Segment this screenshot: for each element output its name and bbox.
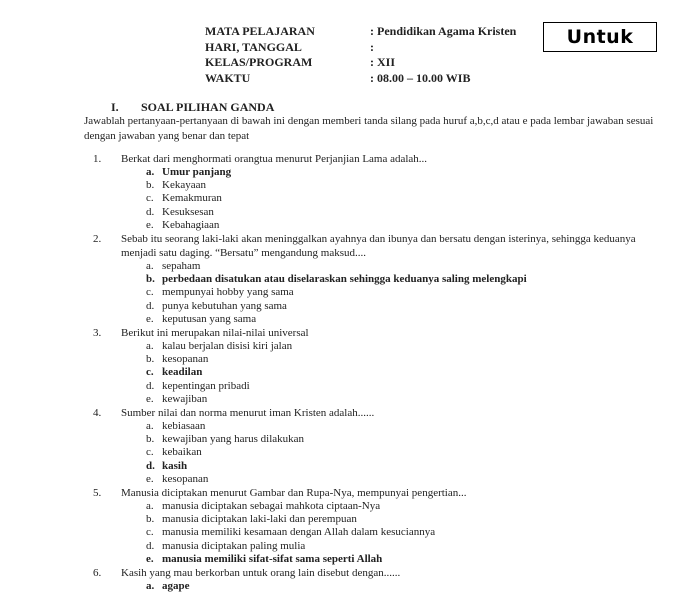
header-label: KELAS/PROGRAM [205,55,313,69]
option-text: kebiasaan [162,420,206,433]
question-number: 1. [93,153,102,165]
header-value: : [370,39,374,54]
question-item [0,232,700,326]
option-letter: a. [146,420,154,433]
header-label: MATA PELAJARAN [205,24,315,38]
option-letter: b. [146,273,155,286]
answer-option [146,300,700,313]
answer-option [146,513,700,526]
option-letter: e. [146,312,154,325]
option-text: manusia diciptakan sebagai mahkota ciptaan-Nya [162,500,381,513]
option-letter: d. [146,459,155,472]
option-text: keadilan [162,366,203,379]
option-text: manusia diciptakan paling mulia [162,539,306,552]
option-letter: b. [146,513,155,526]
answer-option [146,286,700,299]
answer-option [146,353,700,366]
option-text: kesopanan [162,472,209,485]
option-letter: c. [146,446,154,459]
answer-option [146,340,700,353]
option-letter: d. [146,379,155,392]
answer-option [146,446,700,459]
answer-option [146,273,700,286]
instructions: Jawablah pertanyaan-pertanyaan di bawah ini dengan memberi tanda silang pada huruf a,b,c,d atau e pada lembar jawaban sesuai dengan jawaban yang benar dan tepat [84,115,654,142]
answer-option [146,192,700,205]
option-text: kasih [162,459,188,472]
option-text: manusia diciptakan laki-laki dan perempuan [162,513,357,526]
option-letter: c. [146,192,154,205]
answer-option [146,473,700,486]
answer-option [146,206,700,219]
header-row-subject [205,24,516,40]
question-text-line [93,566,665,580]
question-item [0,566,700,593]
section-heading [111,100,274,115]
option-text: Umur panjang [162,166,232,178]
untuk-box: Untuk [543,22,657,52]
option-letter: b. [146,433,155,446]
answer-option [146,460,700,473]
option-text: sepaham [162,260,201,273]
option-text: kewajiban [162,392,208,405]
option-letter: e. [146,392,154,405]
answer-option [146,260,700,273]
option-text: Kesuksesan [162,205,214,218]
option-text: keputusan yang sama [162,312,257,325]
question-text: Berkat dari menghormati orangtua menurut Perjanjian Lama adalah... [121,153,428,165]
answer-option [146,313,700,326]
header-value: : 08.00 – 10.00 WIB [370,70,471,85]
header-label: HARI, TANGGAL [205,39,302,54]
option-text: manusia memiliki kesamaan dengan Allah dalam kesuciannya [162,526,436,539]
option-text: Kekayaan [162,179,206,192]
question-number: 2. [93,233,102,246]
option-text: Kemakmuran [162,192,222,205]
option-text: manusia memiliki sifat-sifat sama seperti Allah [162,552,383,565]
option-text: kesopanan [162,353,209,366]
option-letter: a. [146,166,155,178]
option-text: perbedaan disatukan atau diselaraskan sehingga keduanya saling melengkapi [162,273,527,286]
option-text: kalau berjalan disisi kiri jalan [162,340,293,353]
question-number: 4. [93,407,102,420]
option-letter: c. [146,286,154,299]
option-letter: e. [146,218,154,231]
option-letter: c. [146,366,154,379]
header-label: WAKTU [205,70,251,85]
answer-option [146,366,700,379]
option-text: kebaikan [162,446,202,459]
header-value: : XII [370,55,396,69]
answer-option [146,540,700,553]
answer-option [146,393,700,406]
option-text: kepentingan pribadi [162,379,250,392]
question-number: 5. [93,487,102,500]
header-row-time [205,71,516,87]
option-text: agape [162,580,190,593]
question-item [0,486,700,566]
option-text: punya kebutuhan yang sama [162,299,287,312]
exam-header [205,24,516,86]
header-row-date [205,40,516,56]
question-item [0,406,700,486]
question-text: Kasih yang mau berkorban untuk orang lain disebut dengan...... [121,567,401,580]
option-letter: e. [146,552,154,565]
question-text-line [93,152,665,166]
answer-option [146,179,700,192]
question-text: Sebab itu seorang laki-laki akan meninggalkan ayahnya dan ibunya dan bersatu dengan isterinya, sehingga keduanya menjadi satu daging. “Bersatu” mengandung maksud.... [121,233,636,260]
question-text-line [93,486,665,500]
option-letter: d. [146,205,155,218]
question-text: Manusia diciptakan menurut Gambar dan Rupa-Nya, mempunyai pengertian... [121,487,467,500]
question-text-line [93,232,665,260]
option-text: kewajiban yang harus dilakukan [162,433,305,446]
option-letter: a. [146,500,154,513]
answer-option [146,433,700,446]
question-text: Berikut ini merupakan nilai-nilai universal [121,327,309,340]
question-item [0,152,700,232]
answer-option [146,219,700,232]
answer-option [146,500,700,513]
answer-option [146,420,700,433]
option-letter: c. [146,526,154,539]
section-title: SOAL PILIHAN GANDA [141,100,275,114]
question-text: Sumber nilai dan norma menurut iman Kristen adalah...... [121,407,375,420]
option-letter: a. [146,260,154,273]
question-list [0,152,700,593]
answer-option [146,553,700,566]
option-letter: b. [146,353,155,366]
answer-option [146,526,700,539]
question-text-line [93,406,665,420]
header-value: : Pendidikan Agama Kristen [370,24,517,38]
option-text: Kebahagiaan [162,218,220,231]
option-text: mempunyai hobby yang sama [162,286,294,299]
option-letter: b. [146,179,155,192]
option-letter: d. [146,299,155,312]
header-row-class [205,55,516,71]
question-text-line [93,326,665,340]
question-number: 3. [93,327,102,340]
option-letter: a. [146,340,154,353]
answer-option [146,580,700,593]
option-letter: d. [146,539,155,552]
question-item [0,326,700,406]
answer-option [146,380,700,393]
answer-option [146,166,700,179]
option-letter: e. [146,472,154,485]
section-number: I. [111,100,119,114]
question-number: 6. [93,567,102,580]
option-letter: a. [146,580,155,593]
